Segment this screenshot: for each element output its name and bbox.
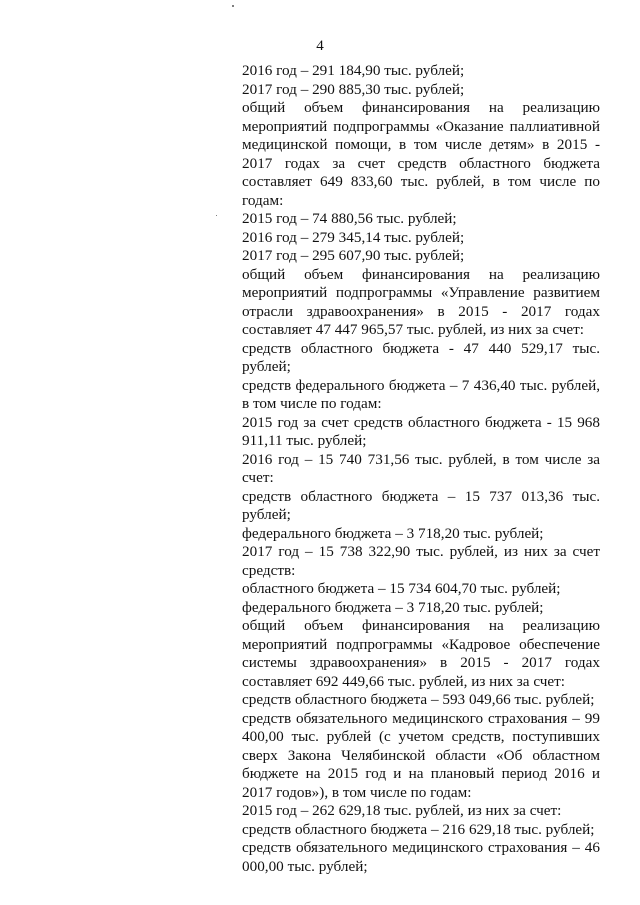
document-body [242, 62, 600, 876]
paragraph: 2017 год – 290 885,30 тыс. рублей; [242, 80, 465, 98]
paragraph: 2015 год за счет средств областного бюджета - 15 968 911,11 тыс. рублей; [242, 413, 600, 449]
paragraph: средств областного бюджета - 47 440 529,17 тыс. рублей; [242, 339, 600, 375]
paragraph: средств областного бюджета – 216 629,18 тыс. рублей; [242, 820, 595, 838]
paragraph: 2016 год – 15 740 731,56 тыс. рублей, в том числе за счет: [242, 450, 600, 486]
scan-speck [232, 5, 234, 7]
page-number: 4 [316, 38, 324, 54]
paragraph: средств областного бюджета – 15 737 013,36 тыс. рублей; [242, 487, 600, 523]
paragraph: 2016 год – 279 345,14 тыс. рублей; [242, 228, 465, 246]
paragraph: 2016 год – 291 184,90 тыс. рублей; [242, 62, 465, 79]
paragraph: общий объем финансирования на реализацию мероприятий подпрограммы «Управление развитием отрасли здравоохранения» в 2015 - 2017 годах составляет 47 447 965,57 тыс. рублей, из них за счет: [242, 265, 600, 338]
paragraph: федерального бюджета – 3 718,20 тыс. рублей; [242, 598, 544, 616]
paragraph: общий объем финансирования на реализацию мероприятий подпрограммы «Оказание паллиативной медицинской помощи, в том числе детям» в 2015 - 2017 годах за счет средств областного бюджета составляет 649 833,60 тыс. рублей, в том числе по годам: [242, 99, 600, 209]
paragraph: 2017 год – 295 607,90 тыс. рублей; [242, 247, 465, 264]
paragraph: федерального бюджета – 3 718,20 тыс. рублей; [242, 524, 544, 542]
paragraph: средств обязательного медицинского страхования – 46 000,00 тыс. рублей; [242, 839, 600, 875]
paragraph: средств обязательного медицинского страхования – 99 400,00 тыс. рублей (с учетом средств, поступивших сверх Закона Челябинской области «Об областном бюджете на 2015 год и на плановый период 2016 и 2017 годов»), в том числе по годам: [242, 709, 600, 801]
paragraph: 2015 год – 262 629,18 тыс. рублей, из них за счет: [242, 802, 562, 819]
paragraph: средств федерального бюджета – 7 436,40 тыс. рублей, в том числе по годам: [242, 376, 600, 412]
paragraph: 2017 год – 15 738 322,90 тыс. рублей, из них за счет средств: [242, 543, 600, 579]
scan-speck [216, 215, 217, 216]
paragraph: областного бюджета – 15 734 604,70 тыс. рублей; [242, 580, 561, 597]
paragraph: средств областного бюджета – 593 049,66 тыс. рублей; [242, 691, 595, 708]
paragraph: общий объем финансирования на реализацию мероприятий подпрограммы «Кадровое обеспечение системы здравоохранения» в 2015 - 2017 годах составляет 692 449,66 тыс. рублей, из них за счет: [242, 617, 600, 690]
paragraph: 2015 год – 74 880,56 тыс. рублей; [242, 210, 457, 227]
